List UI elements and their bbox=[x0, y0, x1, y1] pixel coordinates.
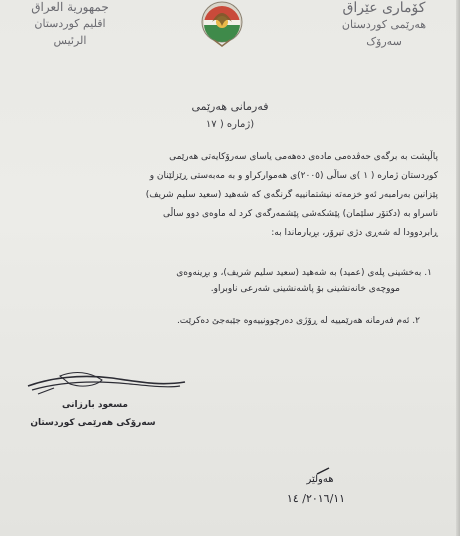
letterhead-arabic bbox=[10, 0, 130, 49]
kurdistan-emblem-icon bbox=[190, 0, 254, 50]
letterhead-kurdish bbox=[324, 0, 444, 50]
decree-number: (ژمارە ( ١٧ bbox=[205, 119, 255, 130]
letterhead-arabic-office: الرئيس bbox=[53, 34, 87, 47]
letterhead-kurdish-country: کۆماری عێراق bbox=[342, 0, 426, 16]
letterhead-arabic-country: جمهورية العراق bbox=[31, 0, 109, 14]
decree-item-1: ١. بەخشینی پلەی (عمید) بە شەهید (سعید سلیم شریف)، و بڕینەوەی bbox=[176, 268, 432, 278]
letterhead-kurdish-region: هەرێمی کوردستان bbox=[341, 18, 427, 31]
decree-title: فەرمانی هەرێمی bbox=[191, 100, 269, 113]
letterhead-arabic-region: اقليم كوردستان bbox=[34, 17, 106, 30]
signature-scribble bbox=[20, 364, 190, 400]
signatory-title: سەرۆکی هەرێمی کوردستان bbox=[30, 418, 156, 428]
signatory-name: مسعود بارزانی bbox=[62, 400, 128, 410]
body-line-4: ناسراو بە (دکتۆر سلێمان) پێشکەشی پێشمەرگەی کرد لە ماوەی دوو ساڵی bbox=[163, 209, 438, 219]
issue-date: ٢٠١٦/١١/ ١٤ bbox=[286, 492, 346, 505]
decree-item-1-cont: مووچەی خانەنشینی بۆ پاشەنشینی شەرعی ناوبراو. bbox=[210, 284, 400, 294]
decree-item-2: ٢. ئەم فەرمانە هەرێمییە لە ڕۆژی دەرچوونییەوە جێبەجێ دەکرێت. bbox=[176, 316, 420, 326]
body-line-1: پاڵپشت بە برگەی حەڤدەمی مادەی دەهەمی یاسای سەرۆکایەتی هەرێمی bbox=[169, 152, 438, 162]
page-edge bbox=[456, 0, 460, 536]
body-line-5: ڕابردوودا لە شەڕی دژی تیرۆر، بڕیارماندا بە: bbox=[271, 228, 438, 238]
issue-place: هەولێر bbox=[306, 474, 334, 485]
body-line-2: کوردستان ژمارە ( ١ )ی ساڵی (٢٠٠٥)ی هەموارکراو و بە مەبەستی ڕێزلێنان و bbox=[149, 171, 438, 181]
letterhead-kurdish-office: سەرۆک bbox=[366, 35, 402, 48]
body-line-3: پێزانین بەرامبەر ئەو خزمەتە نیشتمانییە گرنگەی کە شەهید (سعید سلیم شریف) bbox=[145, 190, 438, 200]
